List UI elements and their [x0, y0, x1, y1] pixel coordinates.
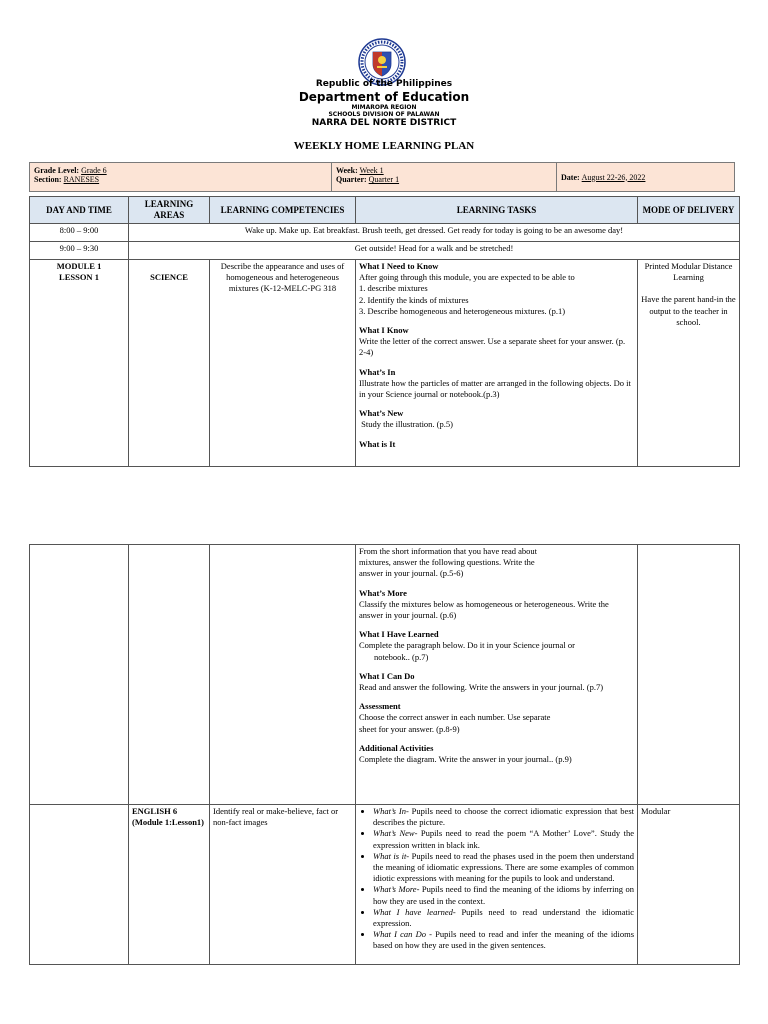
english-mode: Modular — [638, 805, 740, 965]
learning-area-science: SCIENCE — [129, 260, 210, 467]
english-tasks — [356, 805, 638, 965]
district-text: NARRA DEL NORTE DISTRICT — [311, 118, 457, 128]
learning-area-english: ENGLISH 6 (Module 1:Lesson1) — [129, 805, 210, 965]
task-desc: Pupils need to read understand the idiomatic expression. — [373, 906, 634, 929]
section-value: RANESES — [63, 175, 100, 184]
grade-section-cell — [30, 163, 332, 191]
module-label: MODULE 1 — [56, 261, 102, 271]
lesson-label: LESSON 1 — [59, 272, 99, 283]
task-heading: What I Can Do — [359, 670, 415, 681]
task-text: notebook.. (p.7) — [374, 651, 429, 662]
list-item — [373, 884, 634, 906]
task-desc: Pupils need to read the poem “A Mother’ Love”. Study the expression written in black ink. — [373, 828, 634, 850]
task-heading: What’s More — [359, 587, 407, 598]
empty-cell — [638, 545, 740, 805]
task-text: Complete the paragraph below. Do it in your Science journal or — [359, 640, 575, 651]
task-text: 2. Identify the kinds of mixtures — [359, 294, 469, 305]
week-label: Week: — [336, 166, 358, 175]
mode-text: Printed Modular Distance Learning — [644, 261, 733, 283]
module-lesson-cell — [30, 260, 129, 467]
mode-text: Have the parent hand-in the output to the teacher in school. — [641, 294, 736, 327]
task-label: What’s In- — [373, 806, 409, 816]
schedule-row — [30, 224, 740, 242]
science-competency: Describe the appearance and uses of homogeneous and heterogeneous mixtures (K-12-MELC-PG 318 — [210, 260, 356, 467]
english-row — [30, 805, 740, 965]
task-text: Complete the diagram. Write the answer in your journal.. (p.9) — [359, 754, 572, 765]
empty-cell — [30, 545, 129, 805]
grade-label: Grade Level: — [34, 166, 80, 175]
task-text: Read and answer the following. Write the answers in your journal. (p.7) — [359, 682, 604, 693]
list-item — [373, 828, 634, 850]
date-value: August 22-26, 2022 — [581, 172, 646, 182]
grade-value: Grade 6 — [81, 166, 107, 175]
task-heading: What I Know — [359, 325, 409, 336]
week-quarter-cell — [332, 163, 557, 191]
science-tasks — [356, 260, 638, 467]
learning-plan-table-page1 — [29, 196, 740, 467]
schedule-row — [30, 242, 740, 260]
task-text: answer in your journal. (p.5-6) — [359, 568, 464, 579]
task-heading: Additional Activities — [359, 742, 434, 753]
empty-cell — [30, 805, 129, 965]
col-mode-delivery: MODE OF DELIVERY — [638, 197, 740, 224]
empty-cell — [210, 545, 356, 805]
task-desc: Pupils need to read the phases used in the poem then understand the meaning of idiomatic expressions. There are some examples of common idiotic expressions with meaning for the pupils to look and understand. — [373, 850, 634, 884]
section-label: Section: — [34, 175, 62, 184]
quarter-label: Quarter: — [336, 175, 367, 184]
list-item — [373, 907, 634, 929]
empty-cell — [129, 545, 210, 805]
task-text: Classify the mixtures below as homogeneous or heterogeneous. Write the answer in your journal. (p.6) — [359, 598, 609, 621]
quarter-value: Quarter 1 — [368, 175, 400, 184]
task-text: Study the illustration. (p.5) — [359, 419, 453, 430]
col-learning-areas: LEARNING AREAS — [129, 197, 210, 224]
task-desc: Pupils need to find the meaning of the idioms by inferring on how they are used in the context. — [373, 884, 634, 906]
task-desc: Pupils need to read and infer the meaning of the idioms based on how they are used in the given sentences. — [373, 929, 635, 951]
week-value: Week 1 — [359, 166, 384, 175]
task-text: 3. Describe homogeneous and heterogeneous mixtures. (p.1) — [359, 305, 566, 316]
list-item — [373, 806, 634, 828]
plan-title: WEEKLY HOME LEARNING PLAN — [293, 140, 475, 152]
schedule-text: Get outside! Head for a walk and be stretched! — [129, 242, 740, 260]
english-competency: Identify real or make-believe, fact or non-fact images — [210, 805, 356, 965]
task-label: What I can Do - — [373, 929, 432, 940]
science-mode — [638, 260, 740, 467]
department-title: Department of Education — [298, 90, 470, 104]
col-learning-competencies: LEARNING COMPETENCIES — [210, 197, 356, 224]
english-task-list — [359, 806, 634, 952]
task-text: From the short information that you have read about — [359, 546, 537, 556]
schedule-text: Wake up. Make up. Eat breakfast. Brush teeth, get dressed. Get ready for today is going to be an awesome day! — [129, 224, 740, 242]
task-text: 1. describe mixtures — [359, 283, 428, 294]
republic-text: Republic of the Philippines — [315, 79, 453, 89]
task-label: What I have learned- — [373, 906, 456, 917]
task-text: Choose the correct answer in each number. Use separate — [359, 712, 551, 723]
task-heading: What’s New — [359, 408, 404, 419]
division-text: SCHOOLS DIVISION OF PALAWAN — [328, 111, 440, 118]
task-heading: What I Need to Know — [359, 261, 439, 271]
task-text: Write the letter of the correct answer. Use a separate sheet for your answer. (p. 2-4) — [359, 336, 626, 358]
col-learning-tasks: LEARNING TASKS — [356, 197, 638, 224]
task-desc: Pupils need to choose the correct idiomatic expression that best describes the picture. — [373, 806, 634, 828]
task-text: mixtures, answer the following questions. Write the — [359, 557, 535, 568]
plan-info-box — [29, 162, 735, 192]
task-label: What’s New- — [373, 828, 418, 839]
task-heading: What I Have Learned — [359, 629, 439, 640]
task-text: Illustrate how the particles of matter are arranged in the following objects. Do it in your Science journal or notebook.(p.3) — [359, 377, 631, 400]
task-heading: What is It — [359, 438, 396, 449]
science-tasks-continued — [356, 545, 638, 805]
region-text: MIMAROPA REGION — [351, 104, 417, 111]
schedule-time: 9:00 – 9:30 — [30, 242, 129, 260]
task-heading: Assessment — [359, 701, 401, 712]
task-label: What’s More- — [373, 884, 420, 895]
task-text: sheet for your answer. (p.8-9) — [359, 723, 460, 734]
schedule-time: 8:00 – 9:00 — [30, 224, 129, 242]
task-label: What is it- — [373, 850, 410, 861]
science-row — [30, 260, 740, 467]
task-text: After going through this module, you are expected to be able to — [359, 272, 575, 283]
science-continued-row — [30, 545, 740, 805]
col-day-time: DAY AND TIME — [30, 197, 129, 224]
list-item — [373, 851, 634, 885]
task-heading: What’s In — [359, 366, 396, 377]
table-header-row — [30, 197, 740, 224]
learning-plan-table-page2 — [29, 544, 740, 965]
date-cell — [557, 163, 734, 191]
list-item — [373, 929, 634, 951]
date-label: Date: — [561, 172, 580, 182]
